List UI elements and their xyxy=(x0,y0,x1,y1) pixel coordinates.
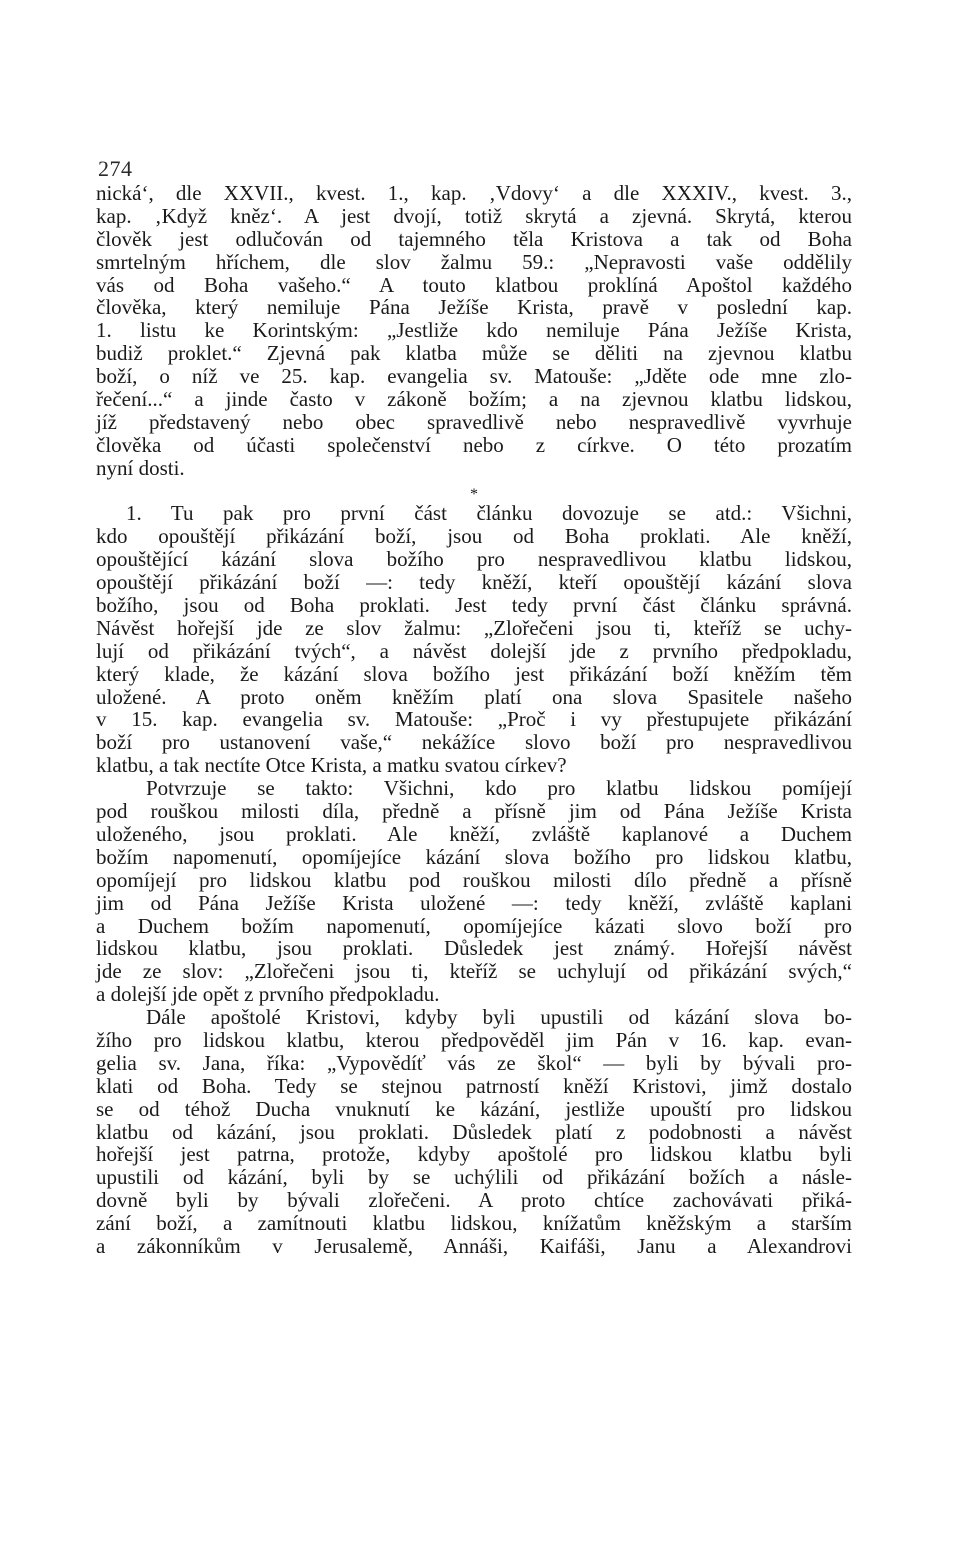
text-line: uložené. A proto oněm kněžím platí ona slova Spasitele našeho xyxy=(96,684,852,709)
text-line: zání boží, a zamítnouti klatbu lidskou, knížatům kněžským a starším xyxy=(96,1211,852,1236)
text-line: boží, o níž ve 25. kap. evangelia sv. Matouše: „Jděte ode mne zlo- xyxy=(96,364,852,389)
text-line: dovně byli by bývali zlořečeni. A proto chtíce zachovávati přiká- xyxy=(96,1188,852,1213)
text-line: žího pro lidskou klatbu, kterou předpověděl jim Pán v 16. kap. evan- xyxy=(96,1027,852,1052)
text-line: člověka od účasti společenství nebo z církve. O této prozatím xyxy=(96,432,852,457)
text-line: který klade, že kázání slova božího jest přikázání boží kněžím těm xyxy=(96,661,852,686)
text-line: smrtelným hříchem, dle slov žalmu 59.: „Nepravosti vaše oddělily xyxy=(96,249,852,274)
text-line: gelia sv. Jana, říka: „Vypovědíť vás ze škol“ — byli by bývali pro- xyxy=(96,1050,852,1075)
text-line: boží pro ustanovení vaše,“ nekážíce slovo boží pro nespravedlivou xyxy=(96,730,852,755)
text-line: klatbu od kázání, jsou proklati. Důsledek platí z podobnosti a návěst xyxy=(96,1119,852,1144)
text-line: klati od Boha. Tedy se stejnou patrností kněží Kristovi, jimž dostalo xyxy=(96,1073,852,1098)
text-line: a dolejší jde opět z prvního předpokladu. xyxy=(96,982,440,1007)
text-line: Potvrzuje se takto: Všichni, kdo pro klatbu lidskou pomíjejí xyxy=(146,776,852,801)
text-line: budiž proklet.“ Zjevná pak klatba může se děliti na zjevnou klatbu xyxy=(96,341,852,366)
text-line: božím napomenutí, opomíjejíce kázání slova božího pro lidskou klatbu, xyxy=(96,844,852,869)
text-line: lují od přikázání tvých“, a návěst dolejší jde z prvního předpokladu, xyxy=(96,638,852,663)
text-line: jíž představený nebo obec spravedlivě nebo nespravedlivě vyvrhuje xyxy=(96,409,852,434)
text-line: 1. listu ke Korintským: „Jestliže kdo nemiluje Pána Ježíše Krista, xyxy=(96,318,852,343)
text-line: se od téhož Ducha vnuknutí ke kázání, jestliže upouští pro lidskou xyxy=(96,1096,852,1121)
text-line: nyní dosti. xyxy=(96,455,185,480)
text-line: opouštějící kázání slova božího pro nespravedlivou klatbu lidskou, xyxy=(96,547,852,572)
text-line: hořejší jest patrna, protože, kdyby apoštolé pro lidskou klatbu byli xyxy=(96,1142,852,1167)
text-line: vás od Boha vašeho.“ A touto klatbou proklíná Apoštol každého xyxy=(96,272,852,297)
text-line: klatbu, a tak nectíte Otce Krista, a matku svatou církev? xyxy=(96,753,567,778)
text-line: řečení...“ a jinde často v zákoně božím; a na zjevnou klatbu lidskou, xyxy=(96,387,852,412)
section-asterisk: * xyxy=(470,485,478,503)
text-line: jde ze slov: „Zlořečeni jsou ti, kteříž se uchylují od přikázání svých,“ xyxy=(96,959,852,984)
text-line: opouštějí přikázání boží —: tedy kněží, kteří opouštějí kázání slova xyxy=(96,570,852,595)
text-line: kdo opouštějí přikázání boží, jsou od Boha proklati. Ale kněží, xyxy=(96,524,852,549)
text-line: kap. ‚Když kněz‘. A jest dvojí, totiž skrytá a zjevná. Skrytá, kterou xyxy=(96,203,852,228)
text-line: člověka, který nemiluje Pána Ježíše Krista, pravě v poslední kap. xyxy=(96,295,852,320)
text-line: člověk jest odlučován od tajemného těla Kristova a tak od Boha xyxy=(96,226,852,251)
text-line: božího, jsou od Boha proklati. Jest tedy první část článku správná. xyxy=(96,593,852,618)
body-text xyxy=(96,182,852,1258)
text-line: a zákonníkům v Jerusalemě, Annáši, Kaifáši, Janu a Alexandrovi xyxy=(96,1233,852,1258)
text-line: Návěst hořejší jde ze slov žalmu: „Zlořečeni jsou ti, kteříž se uchy- xyxy=(96,615,852,640)
text-line: a Duchem božím napomenutí, opomíjejíce kázati slovo boží pro xyxy=(96,913,852,938)
text-line: 1. Tu pak pro první část článku dovozuje se atd.: Všichni, xyxy=(126,501,852,526)
text-line: pod rouškou milosti díla, předně a přísně jim od Pána Ježíše Krista xyxy=(96,799,852,824)
text-line: upustili od kázání, byli by se uchýlili od přikázání božích a násle- xyxy=(96,1165,852,1190)
text-line: jim od Pána Ježíše Krista uložené —: tedy kněží, zvláště kaplani xyxy=(96,890,852,915)
text-line: v 15. kap. evangelia sv. Matouše: „Proč i vy přestupujete přikázání xyxy=(96,707,852,732)
text-line: uloženého, jsou proklati. Ale kněží, zvláště kaplanové a Duchem xyxy=(96,821,852,846)
text-line: lidskou klatbu, jsou proklati. Důsledek jest známý. Hořejší návěst xyxy=(96,936,852,961)
page-number: 274 xyxy=(98,156,133,181)
text-line: Dále apoštolé Kristovi, kdyby byli upustili od kázání slova bo- xyxy=(146,1005,852,1030)
text-line: nická‘, dle XXVII., kvest. 1., kap. ‚Vdovy‘ a dle XXXIV., kvest. 3., xyxy=(96,181,852,205)
text-line: opomíjejí pro lidskou klatbu pod rouškou milosti dílo předně a přísně xyxy=(96,867,852,892)
